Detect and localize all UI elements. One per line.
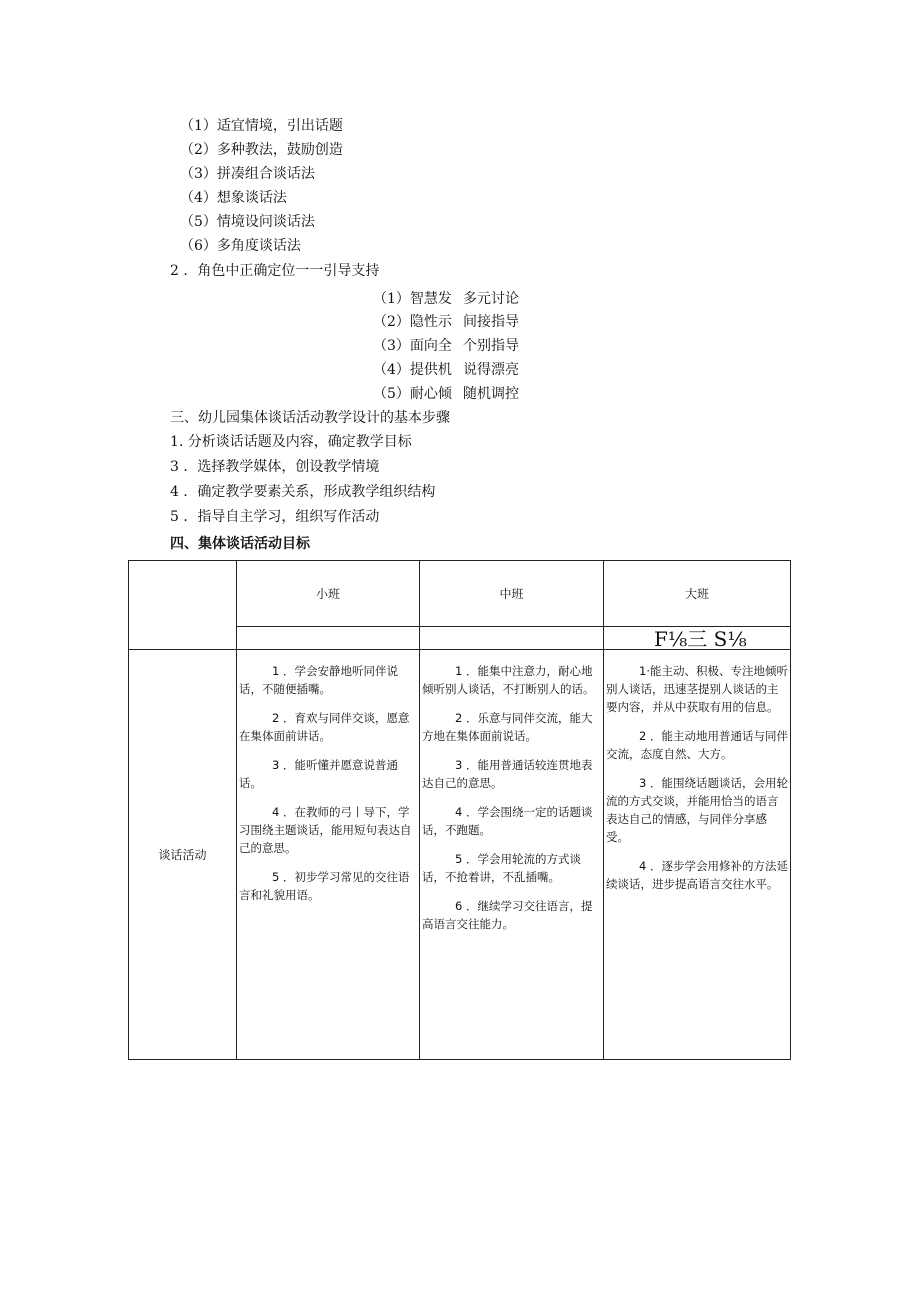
goal-item: 2 ．育欢与同伴交谈，愿意在集体面前讲话。 bbox=[239, 711, 410, 743]
pair-right: 多元讨论 bbox=[463, 291, 519, 307]
goal-item: 2 ．乐意与同伴交流，能大方地在集体面前说话。 bbox=[422, 711, 593, 743]
goal-item: 4 ．在教师的弓丨导下，学习围绕主题谈话，能用短句表达自己的意思。 bbox=[239, 805, 412, 855]
header-large-class: 大班 bbox=[604, 561, 791, 627]
goal-item: 2 ．能主动地用普通话与同伴交流，态度自然、大方。 bbox=[606, 729, 788, 761]
goal-item: 5 ．初步学习常见的交往语言和礼貌用语。 bbox=[239, 870, 410, 902]
pair-item bbox=[373, 337, 519, 355]
section-2-heading: 2 ．角色中正确定位一一引导支持 bbox=[170, 263, 380, 279]
pair-right: 个别指导 bbox=[463, 338, 519, 354]
goal-item: 1·能主动、积极、专注地倾听别人谈话，迅速茎提别人谈话的主要内容，并从中获取有用的信息。 bbox=[606, 664, 788, 714]
subheader-cell bbox=[420, 627, 604, 650]
list-item: （6）多角度谈话法 bbox=[180, 238, 301, 254]
list-item: （4）想象谈话法 bbox=[180, 190, 287, 206]
step-item: 1. 分析谈话话题及内容，确定教学目标 bbox=[170, 434, 412, 450]
step-item: 4 ．确定教学要素关系，形成教学组织结构 bbox=[170, 484, 436, 500]
goal-item: 4 ．学会围绕一定的话题谈话，不跑题。 bbox=[422, 805, 593, 837]
garbled-text: F⅛三 S⅛ bbox=[604, 627, 791, 650]
goal-item: 3 ．能听懂并愿意说普通话。 bbox=[239, 758, 398, 790]
pair-left: （1）智慧发 bbox=[373, 291, 452, 307]
list-item: （1）适宜情境，引出话题 bbox=[180, 118, 343, 134]
pair-left: （3）面向全 bbox=[373, 338, 452, 354]
step-item: 3 ．选择教学媒体，创设教学情境 bbox=[170, 459, 380, 475]
goal-item: 6 ．继续学习交往语言，提高语言交往能力。 bbox=[422, 899, 593, 931]
pair-left: （2）隐性示 bbox=[373, 314, 452, 330]
section-3-heading: 三、幼儿园集体谈话活动教学设计的基本步骤 bbox=[170, 410, 450, 426]
pair-item bbox=[373, 290, 519, 308]
pair-item bbox=[373, 385, 519, 403]
large-class-goals bbox=[604, 650, 791, 1060]
goal-item: 3 ．能围绕话题谈话，会用轮流的方式交谈，并能用恰当的语言表达自己的情感，与同伴分享感受。 bbox=[606, 776, 788, 844]
small-class-goals bbox=[237, 650, 420, 1060]
pair-right: 随机调控 bbox=[463, 386, 519, 402]
goal-item: 1 ．学会安静地听同伴说话，不随便插嘴。 bbox=[239, 664, 398, 696]
pair-item bbox=[373, 361, 519, 379]
header-small-class: 小班 bbox=[237, 561, 420, 627]
goals-table bbox=[128, 560, 791, 1060]
goal-item: 3 ．能用普通话较连贯地表达自己的意思。 bbox=[422, 758, 593, 790]
list-item: （5）情境设问谈话法 bbox=[180, 214, 315, 230]
list-item: （3）拼凑组合谈话法 bbox=[180, 166, 315, 182]
pair-left: （4）提供机 bbox=[373, 362, 452, 378]
pair-left: （5）耐心倾 bbox=[373, 386, 452, 402]
section-4-heading: 四、集体谈话活动目标 bbox=[170, 536, 310, 552]
goal-item: 1 ．能集中注意力，耐心地倾听别人谈话，不打断别人的话。 bbox=[422, 664, 595, 696]
pair-right: 说得漂亮 bbox=[463, 362, 519, 378]
table-header-row bbox=[129, 561, 791, 627]
list-item: （2）多种教法，鼓励创造 bbox=[180, 142, 343, 158]
corner-cell bbox=[129, 561, 237, 650]
header-middle-class: 中班 bbox=[420, 561, 604, 627]
subheader-cell bbox=[237, 627, 420, 650]
goal-item: 4 ．逐步学会用修补的方法延续谈话，进步提高语言交往水平。 bbox=[606, 859, 788, 891]
pair-item bbox=[373, 313, 519, 331]
row-label: 谈话活动 bbox=[129, 650, 237, 1060]
goal-item: 5 ．学会用轮流的方式谈话，不抢着讲，不乱插嘴。 bbox=[422, 852, 581, 884]
step-item: 5 ．指导自主学习，组织写作活动 bbox=[170, 509, 380, 525]
pair-right: 间接指导 bbox=[463, 314, 519, 330]
middle-class-goals bbox=[420, 650, 604, 1060]
table-row bbox=[129, 650, 791, 1060]
